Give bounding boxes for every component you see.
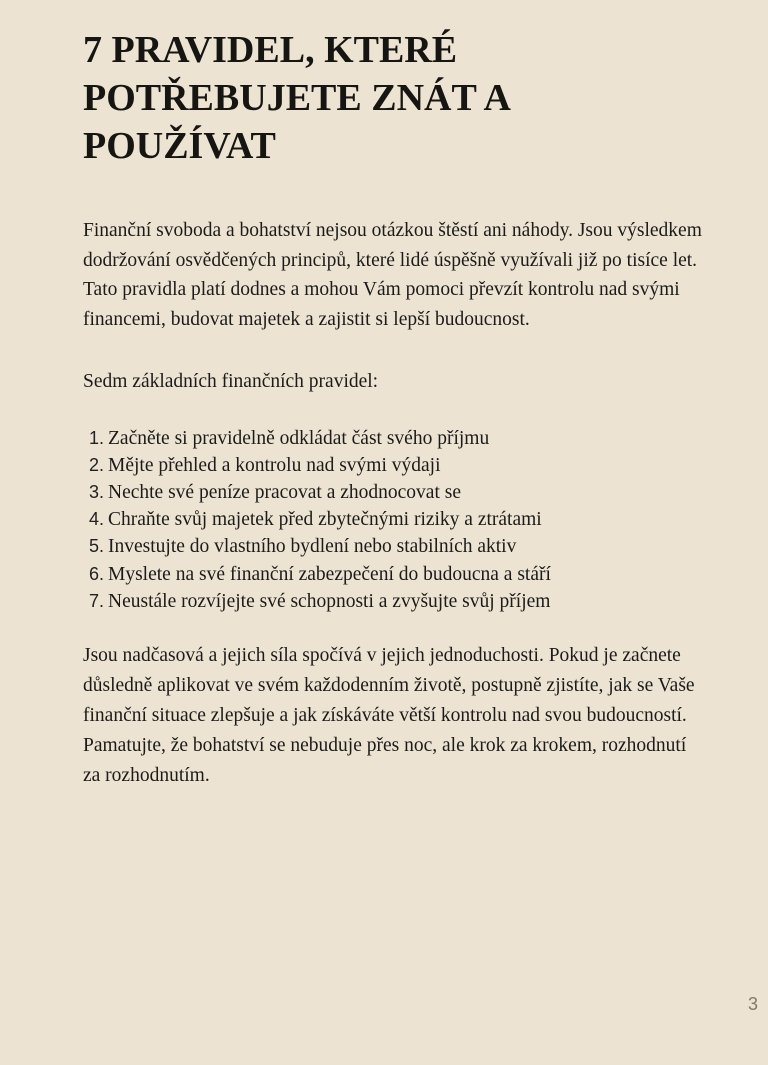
- list-item: [83, 506, 708, 533]
- page-number: 3: [747, 994, 758, 1014]
- list-item: [83, 425, 708, 452]
- list-item-number: 6.: [89, 563, 105, 584]
- list-item: [83, 452, 708, 479]
- list-item: [83, 533, 708, 560]
- list-item-number: 2.: [89, 454, 105, 475]
- list-item: [83, 561, 708, 588]
- list-item-text: Začněte si pravidelně odkládat část svého příjmu: [108, 427, 490, 449]
- outro-paragraph: Jsou nadčasová a jejich síla spočívá v jejich jednoduchosti. Pokud je začnete důsledně aplikovat ve svém každodenním životě, postupně zjistíte, jak se Vaše finanční situace zlepšuje a jak získáváte větší kontrolu nad svou budoucností. Pamatujte, že bohatství se nebuduje přes noc, ale krok za krokem, rozhodnutí za rozhodnutím.: [83, 644, 695, 786]
- list-item-text: Investujte do vlastního bydlení nebo stabilních aktiv: [108, 536, 517, 558]
- list-item: [83, 479, 708, 506]
- list-item-text: Mějte přehled a kontrolu nad svými výdaji: [108, 454, 441, 476]
- list-item-number: 1.: [89, 427, 105, 448]
- page-title: 7 PRAVIDEL, KTERÉ POTŘEBUJETE ZNÁT A POUŽÍVAT: [83, 29, 509, 167]
- list-item: [83, 588, 708, 615]
- list-item-text: Myslete na své finanční zabezpečení do budoucna a stáří: [108, 563, 551, 585]
- list-intro-text: Sedm základních finančních pravidel:: [83, 371, 379, 392]
- list-item-number: 4.: [89, 509, 105, 530]
- list-item-text: Nechte své peníze pracovat a zhodnocovat se: [108, 481, 461, 503]
- list-item-number: 5.: [89, 536, 105, 557]
- list-item-text: Chraňte svůj majetek před zbytečnými riziky a ztrátami: [108, 509, 542, 531]
- intro-paragraph: Finanční svoboda a bohatství nejsou otázkou štěstí ani náhody. Jsou výsledkem dodržování osvědčených principů, které lidé úspěšně využívali již po tisíce let. Tato pravidla platí dodnes a mohou Vám pomoci převzít kontrolu nad svými financemi, budovat majetek a zajistit si lepší budoucnost.: [83, 220, 702, 330]
- list-item-number: 3.: [89, 481, 105, 502]
- list-item-text: Neustále rozvíjejte své schopnosti a zvyšujte svůj příjem: [108, 590, 551, 612]
- list-item-number: 7.: [89, 590, 105, 611]
- rules-list: [83, 425, 708, 615]
